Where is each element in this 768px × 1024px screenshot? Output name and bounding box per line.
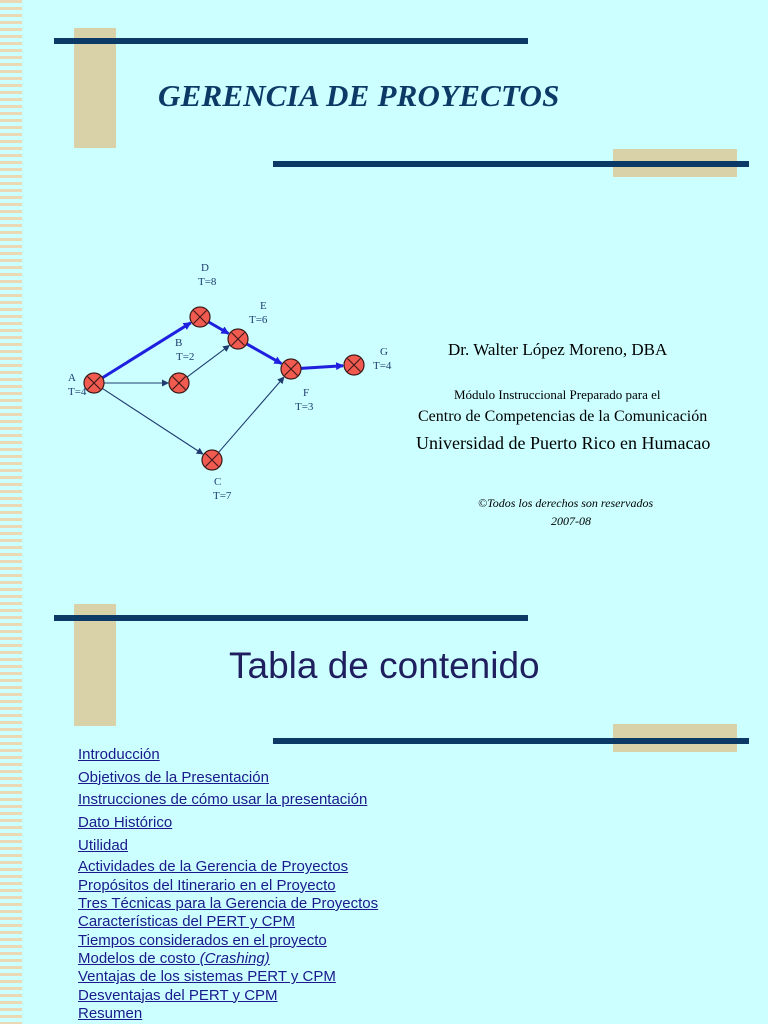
toc-item xyxy=(78,932,378,950)
mid-divider-bar xyxy=(273,161,749,167)
toc-item xyxy=(78,745,378,768)
toc-item xyxy=(78,913,378,931)
toc-link-introduccion[interactable]: Introducción xyxy=(78,746,160,763)
toc-link-propositos[interactable]: Propósitos del Itinerario en el Proyecto xyxy=(78,876,336,894)
author-name: Dr. Walter López Moreno, DBA xyxy=(448,340,668,359)
node-E xyxy=(228,329,248,349)
toc-item xyxy=(78,790,378,813)
node-time-E: T=6 xyxy=(249,314,268,326)
node-time-F: T=3 xyxy=(295,401,314,413)
toc-link-tres-tecnicas[interactable]: Tres Técnicas para la Gerencia de Proyectos xyxy=(78,895,379,913)
toc-link-dato-historico[interactable]: Dato Histórico xyxy=(78,814,173,832)
toc-link-instrucciones[interactable]: Instrucciones de cómo usar la presentación xyxy=(78,791,368,809)
node-F xyxy=(281,359,301,379)
toc-item xyxy=(78,877,378,895)
toc-item xyxy=(78,987,378,1005)
toc-link-utilidad[interactable]: Utilidad xyxy=(78,836,129,854)
node-time-G: T=4 xyxy=(373,360,392,372)
node-label-F: F xyxy=(303,387,310,399)
copyright-text: ©Todos los derechos son reservados xyxy=(478,496,654,510)
tan-block-top-left xyxy=(74,28,116,148)
toc-list xyxy=(78,745,378,1023)
edge-A-C xyxy=(102,388,202,454)
node-G xyxy=(344,355,364,375)
toc-item xyxy=(78,895,378,913)
toc-link-modelos-costo[interactable] xyxy=(78,950,270,967)
prepared-for-line: Módulo Instruccional Preparado para el xyxy=(454,387,661,402)
edge-D-E xyxy=(209,322,229,333)
node-time-C: T=7 xyxy=(213,490,232,502)
toc-title: Tabla de contenido xyxy=(229,645,540,686)
edge-E-F xyxy=(247,344,282,364)
node-label-E: E xyxy=(260,300,267,312)
toc-link-modelos-costo-text: Modelos de costo xyxy=(78,949,196,967)
node-label-C: C xyxy=(214,476,222,488)
node-C xyxy=(202,450,222,470)
pert-network-diagram xyxy=(50,255,410,510)
university-name: Universidad de Puerto Rico en Humacao xyxy=(416,433,711,453)
toc-item xyxy=(78,768,378,791)
node-D xyxy=(190,307,210,327)
node-label-G: G xyxy=(380,346,388,358)
toc-link-caracteristicas[interactable]: Características del PERT y CPM xyxy=(78,913,296,931)
edge-C-F xyxy=(219,377,284,452)
edge-F-G xyxy=(301,366,343,369)
year-text: 2007-08 xyxy=(551,514,591,528)
mid-divider-bar-2 xyxy=(273,738,749,744)
node-label-D: D xyxy=(201,262,209,274)
top-divider-bar xyxy=(54,38,528,44)
node-time-A: T=4 xyxy=(68,386,87,398)
toc-item xyxy=(78,1005,378,1023)
toc-item xyxy=(78,968,378,986)
tan-block-top-left-2 xyxy=(74,604,116,726)
toc-item xyxy=(78,858,378,876)
presentation-title: GERENCIA DE PROYECTOS xyxy=(158,78,560,113)
toc-item xyxy=(78,950,378,968)
top-divider-bar-2 xyxy=(54,615,528,621)
toc-item xyxy=(78,813,378,836)
node-B xyxy=(169,373,189,393)
toc-link-desventajas[interactable]: Desventajas del PERT y CPM xyxy=(78,986,278,1004)
toc-link-resumen[interactable]: Resumen xyxy=(78,1004,143,1022)
toc-link-objetivos[interactable]: Objetivos de la Presentación xyxy=(78,768,269,786)
node-time-D: T=8 xyxy=(198,276,217,288)
toc-link-actividades[interactable]: Actividades de la Gerencia de Proyectos xyxy=(78,858,349,876)
toc-link-crashing-text: (Crashing) xyxy=(199,949,270,967)
node-A xyxy=(84,373,104,393)
node-label-A: A xyxy=(68,372,76,384)
node-label-B: B xyxy=(175,337,183,349)
toc-item xyxy=(78,836,378,859)
center-name: Centro de Competencias de la Comunicación xyxy=(418,408,708,425)
toc-link-ventajas[interactable]: Ventajas de los sistemas PERT y CPM xyxy=(78,968,336,986)
toc-link-tiempos[interactable]: Tiempos considerados en el proyecto xyxy=(78,931,327,949)
node-time-B: T=2 xyxy=(176,351,195,363)
